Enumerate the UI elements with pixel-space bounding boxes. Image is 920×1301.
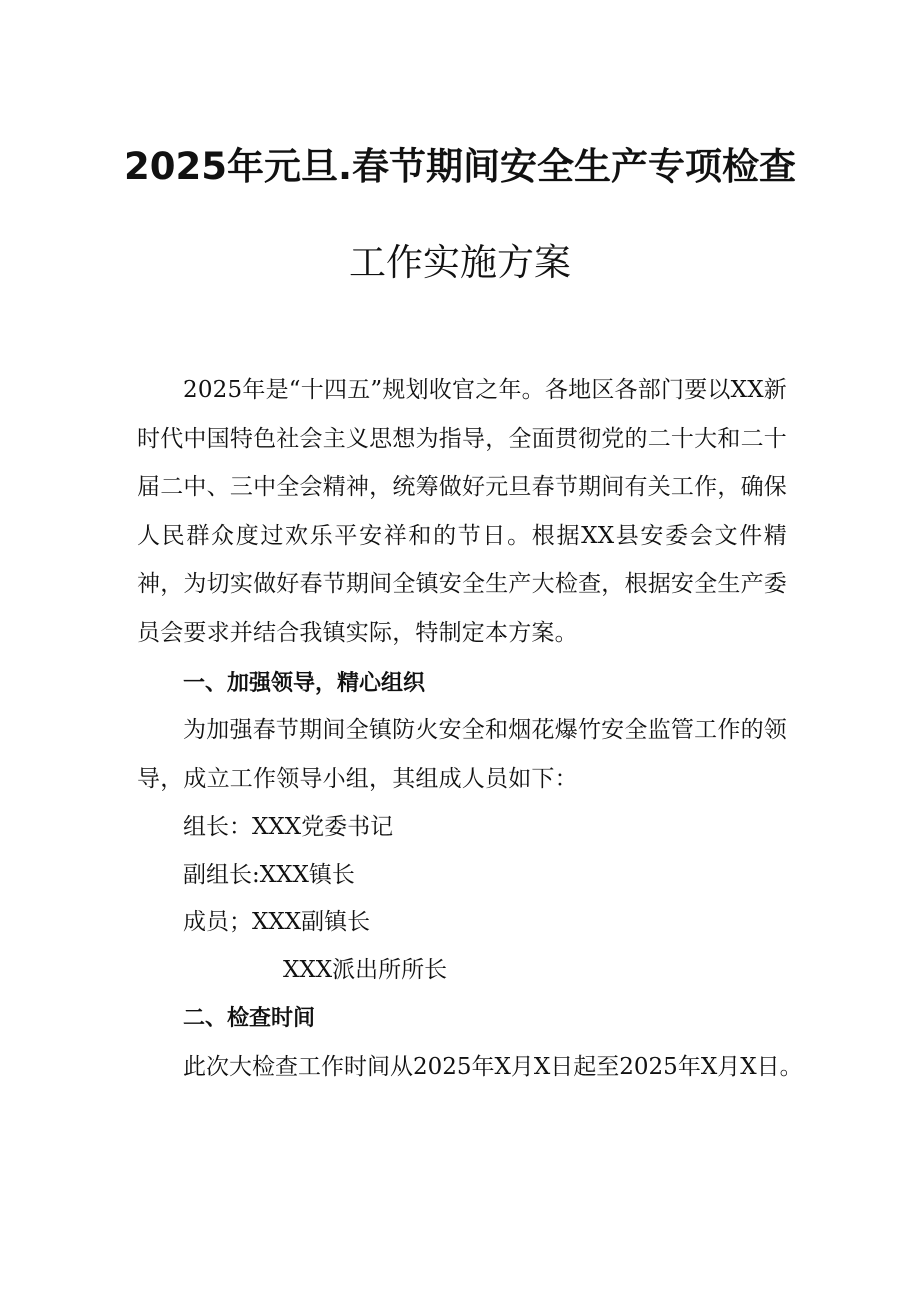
member-deputy-leader: 副组长:XXX镇长 <box>183 862 355 888</box>
section-2-paragraph: 此次大检查工作时间从2025年X月X日起至2025年X月X日。 <box>183 1054 803 1080</box>
document-title-line-1: 2025年元旦.春节期间安全生产专项检查 <box>123 145 797 188</box>
section-1-heading: 一、加强领导，精心组织 <box>183 671 426 696</box>
member-police-chief: XXX派出所所长 <box>283 957 448 983</box>
member-leader: 组长：XXX党委书记 <box>183 814 394 840</box>
member-member: 成员；XXX副镇长 <box>183 909 371 935</box>
intro-paragraph: 2025年是“十四五”规划收官之年。各地区各部门要以XX新时代中国特色社会主义思想为指导，全面贯彻党的二十大和二十届二中、三中全会精神，统筹做好元旦春节期间有关工作，确保人民群众度过欢乐平安祥和的节日。根据XX县安委会文件精神，为切实做好春节期间全镇安全生产大检查，根据安全生产委员会要求并结合我镇实际，特制定本方案。 <box>137 377 787 646</box>
section-1-paragraph: 为加强春节期间全镇防火安全和烟花爆竹安全监管工作的领导，成立工作领导小组，其组成人员如下： <box>137 717 787 792</box>
section-2-heading: 二、检查时间 <box>183 1006 316 1031</box>
document-title-line-2: 工作实施方案 <box>349 241 571 284</box>
